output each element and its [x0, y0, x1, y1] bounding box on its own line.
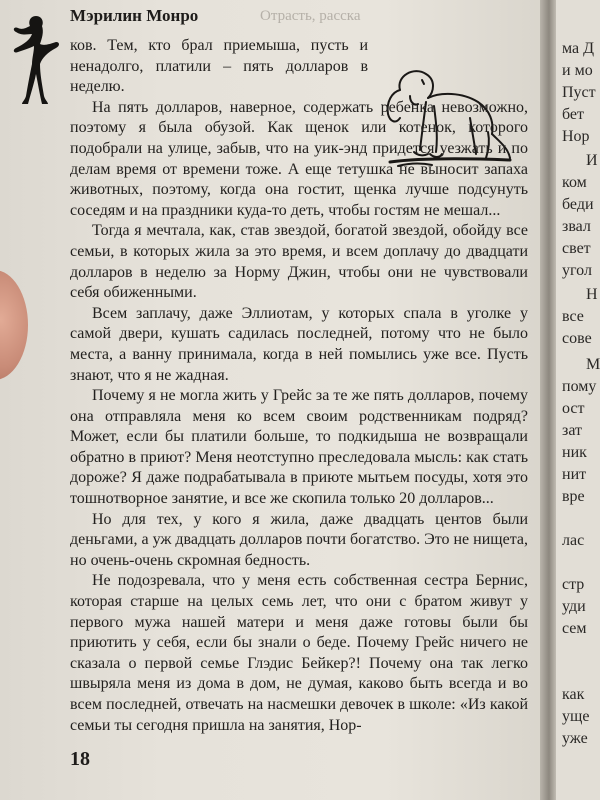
next-page-text: лас: [562, 532, 585, 549]
paragraph: ков. Тем, кто брал приемыша, пусть и ненадолго, платили – пять долларов в неделю.: [70, 37, 368, 96]
next-page-text: М: [586, 356, 600, 373]
next-page-text: уще: [562, 708, 590, 725]
next-page-text: угол: [562, 262, 592, 279]
next-page-text: и мо: [562, 62, 593, 79]
next-page-text: Нор: [562, 128, 590, 145]
paragraph: Всем заплачу, даже Эллиотам, у которых спала в уголке у самой двери, кушать садилась последней, потому что не было места, а ванну принимала, когда в ней помылись уже все. Пусть знают, что я не жадная.: [70, 304, 528, 384]
next-page-text: ост: [562, 400, 585, 417]
paragraph: Почему я не могла жить у Грейс за те же пять долларов, почему она отправляла меня ко всем своим родственникам подряд? Может, если бы платили больше, то подкидыша не возвращали обратно в приют? Меня неотступно преследовала мысль: как стать дороже? Я даже подрабатывала в приюте мытьем посуды, хотя это тошнотворное занятие, и все же скопила только 20 долларов...: [70, 387, 528, 508]
next-page-text: как: [562, 686, 585, 703]
next-page-text: уже: [562, 730, 588, 747]
next-page-text: сове: [562, 330, 592, 347]
next-page-text: вре: [562, 488, 585, 505]
next-page: [556, 0, 600, 800]
paragraph: На пять долларов, наверное, содержать ребенка невозможно, поэтому я была обузой. Как щенок или котенок, которого подобрали на улице, забыв, что на уик-энд придется уезжать и по делам время от времени тоже. А еще тетушка не выносит запаха животных, поэтому, когда она гостит, щенка лучше подсунуть соседям и на праздники куда-то деть, чтобы гостям не мешал...: [70, 98, 528, 219]
next-page-text: все: [562, 308, 584, 325]
next-page-text: свет: [562, 240, 591, 257]
next-page-text: сем: [562, 620, 587, 637]
next-page-text: Пуст: [562, 84, 596, 101]
next-page-text: нит: [562, 466, 587, 483]
finger: [0, 270, 28, 380]
next-page-text: бет: [562, 106, 585, 123]
next-page-text: зат: [562, 422, 582, 439]
paragraph: Тогда я мечтала, как, став звездой, богатой звездой, обойду все семьи, в которых жила за это время, и всем доплачу до двадцати долларов в неделю за Норму Джин, чтобы они не чувствовали себя обиженными.: [70, 222, 528, 302]
next-page-text: ма Д: [562, 40, 595, 57]
paragraph: Не подозревала, что у меня есть собственная сестра Бернис, которая старше на целых семь лет, что они с братом живут у первого мужа нашей матери и меня даже готовы были бы приютить у себя, если бы знали о беде. Почему Грейс ничего не сказала о первой семье Глэдис Бейкер?! Почему она так легко швыряла меня из дома в дом, не думая, каково быть всегда и во всем последней, отвечать на насмешки девочек в школе: «Из какой семьи ты сегодня пришла на занятия, Нор-: [70, 572, 528, 734]
marilyn-silhouette-icon: [8, 12, 64, 108]
next-page-text: беди: [562, 196, 594, 213]
page-number: 18: [70, 748, 90, 770]
next-page-text: пому: [562, 378, 597, 395]
paragraph: Но для тех, у кого я жила, даже двадцать центов были деньгами, а уж двадцать долларов почти богатство. Это не нищета, но очень-очень скромная бедность.: [70, 510, 528, 569]
next-page-text: звал: [562, 218, 591, 235]
next-page-text: И: [586, 152, 598, 169]
next-page-text: ком: [562, 174, 587, 191]
running-header: Мэрилин Монро: [70, 6, 199, 25]
body-text: [70, 36, 528, 736]
show-through-text: Отрасть, расска: [260, 8, 361, 24]
next-page-text: Н: [586, 286, 598, 303]
next-page-text: стр: [562, 576, 585, 593]
next-page-text: уди: [562, 598, 586, 615]
next-page-text: ник: [562, 444, 587, 461]
